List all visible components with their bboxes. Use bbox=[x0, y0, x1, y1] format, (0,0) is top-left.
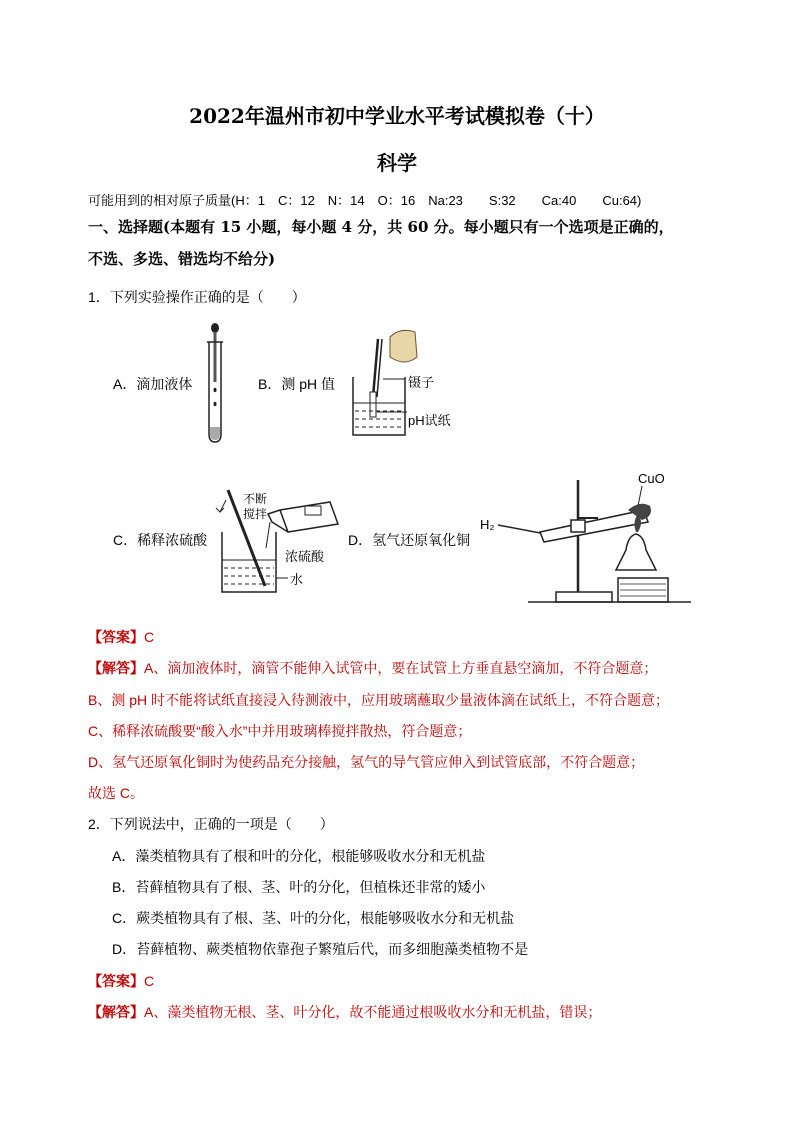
q1-explain-b: B、测 pH 时不能将试纸直接浸入待测液中，应用玻璃蘸取少量液体滴在试纸上，不符合题意； bbox=[88, 692, 670, 708]
label-copper-oxide: CuO bbox=[638, 471, 665, 486]
hydrogen-reduction-figure bbox=[478, 470, 693, 610]
label-water: 水 bbox=[290, 572, 304, 587]
section-heading-line2: 不选、多选、错选均不给分) bbox=[88, 250, 276, 268]
q1-answer: C bbox=[144, 629, 155, 645]
acid-dilution-figure bbox=[210, 488, 345, 596]
q1-option-a: A．滴加液体 bbox=[113, 376, 193, 392]
q1-option-d: D．氢气还原氧化铜 bbox=[348, 532, 471, 548]
question-1-stem: 1．下列实验操作正确的是（ ） bbox=[88, 289, 306, 305]
dropper-test-tube-figure bbox=[200, 322, 230, 447]
q2-option-d: D．苔藓植物、蕨类植物依靠孢子繁殖后代，而多细胞藻类植物不是 bbox=[112, 941, 529, 957]
atomic-masses: 可能用到的相对原子质量(H：1 C：12 N：14 O：16 Na:23 S:32 Ca:40 Cu:64) bbox=[88, 193, 642, 208]
q2-option-a: A．藻类植物具有了根和叶的分化，根能够吸收水分和无机盐 bbox=[112, 848, 486, 864]
label-ph-paper: pH试纸 bbox=[408, 413, 451, 428]
label-stir-2: 搅拌 bbox=[243, 507, 268, 521]
page-title: 2022年温州市初中学业水平考试模拟卷（十） bbox=[189, 104, 605, 128]
label-hydrogen: H₂ bbox=[480, 517, 495, 532]
q1-option-c: C．稀释浓硫酸 bbox=[113, 532, 208, 548]
q1-explain-c: C、稀释浓硫酸要“酸入水”中并用玻璃棒搅拌散热，符合题意； bbox=[88, 723, 472, 739]
q2-option-b: B．苔藓植物具有了根、茎、叶的分化，但植株还非常的矮小 bbox=[112, 879, 486, 895]
q2-option-c: C．蕨类植物具有了根、茎、叶的分化，根能够吸收水分和无机盐 bbox=[112, 910, 515, 926]
q2-answer-tag: 【答案】 bbox=[88, 973, 144, 989]
section-heading-line1: 一、选择题(本题有 15 小题，每小题 4 分，共 60 分。每小题只有一个选项是正确的， bbox=[88, 218, 674, 236]
q1-conclusion: 故选 C。 bbox=[88, 785, 144, 801]
q2-explain-a: A、藻类植物无根、茎、叶分化，故不能通过根吸收水分和无机盐，错误； bbox=[144, 1004, 602, 1020]
label-stir: 不断 bbox=[243, 492, 268, 506]
q2-explain-tag: 【解答】 bbox=[88, 1004, 144, 1020]
subject-title: 科学 bbox=[377, 151, 417, 175]
label-tweezers: 镊子 bbox=[408, 375, 435, 390]
q2-answer: C bbox=[144, 973, 155, 989]
q1-explain-tag: 【解答】 bbox=[88, 660, 144, 676]
question-2-stem: 2．下列说法中，正确的一项是（ ） bbox=[88, 816, 334, 832]
q1-explain-d: D、氢气还原氧化铜时为使药品充分接触，氢气的导气管应伸入到试管底部，不符合题意； bbox=[88, 754, 645, 770]
label-concentrated-acid: 浓硫酸 bbox=[285, 549, 325, 564]
q1-answer-tag: 【答案】 bbox=[88, 629, 144, 645]
q1-explain-a: A、滴加液体时，滴管不能伸入试管中，要在试管上方垂直悬空滴加，不符合题意； bbox=[144, 660, 658, 676]
q1-option-b: B．测 pH 值 bbox=[258, 376, 336, 392]
